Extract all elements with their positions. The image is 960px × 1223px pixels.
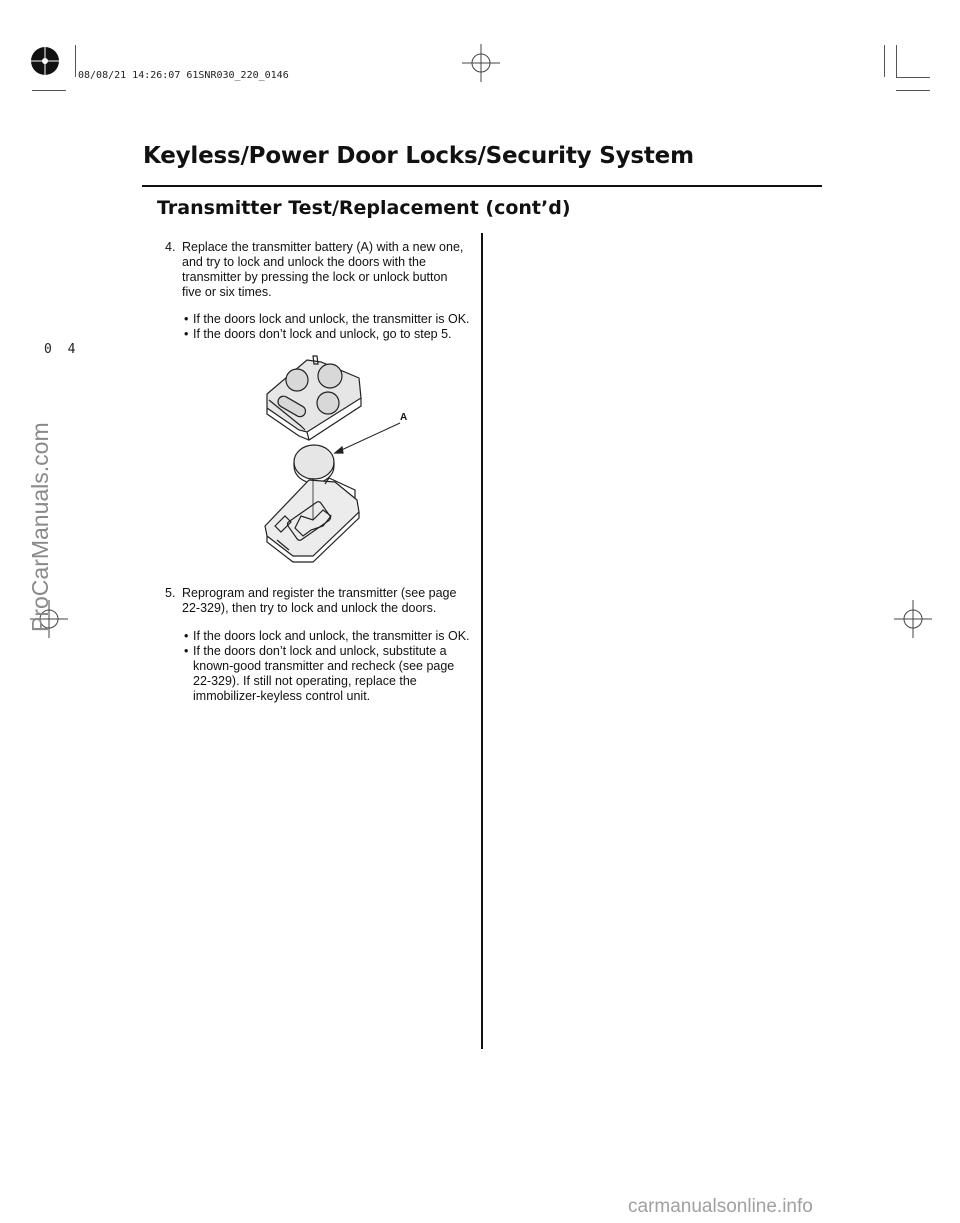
registration-disc-icon (28, 44, 62, 78)
watermark-left: ProCarManuals.com (27, 422, 53, 632)
step-text-line: five or six times. (182, 285, 272, 299)
bullet-icon: • (184, 312, 189, 326)
step-text-line: Replace the transmitter battery (A) with a new one, (182, 240, 464, 254)
bullet-icon: • (184, 327, 189, 341)
bullet-text: 22-329). If still not operating, replace the (193, 674, 417, 688)
column-divider (481, 233, 483, 1049)
bullet-text: If the doors don’t lock and unlock, substitute a (193, 644, 447, 658)
bullet-text: known-good transmitter and recheck (see page (193, 659, 455, 673)
side-marker: 0 4 (44, 342, 80, 357)
callout-label: A (400, 412, 408, 423)
step-text-line: and try to lock and unlock the doors with the (182, 255, 426, 269)
step-text-line: transmitter by pressing the lock or unlock button (182, 270, 448, 284)
step-number: 5. (165, 586, 176, 600)
step-text-line: Reprogram and register the transmitter (see page (182, 586, 457, 600)
page-title: Keyless/Power Door Locks/Security System (143, 143, 694, 169)
title-rule (142, 185, 822, 187)
print-stamp: 08/08/21 14:26:07 61SNR030_220_0146 (78, 70, 289, 81)
bullet-text: If the doors lock and unlock, the transmitter is OK. (193, 312, 470, 326)
watermark-footer: carmanualsonline.info (628, 1196, 813, 1217)
bullet-text: If the doors don’t lock and unlock, go to step 5. (193, 327, 452, 341)
section-title: Transmitter Test/Replacement (cont’d) (157, 197, 571, 219)
step-number: 4. (165, 240, 176, 254)
crosshair-icon (894, 600, 932, 638)
step-text-line: 22-329), then try to lock and unlock the doors. (182, 601, 437, 615)
bullet-icon: • (184, 629, 189, 643)
bullet-text: If the doors lock and unlock, the transmitter is OK. (193, 629, 470, 643)
transmitter-battery-figure (255, 350, 425, 570)
bullet-icon: • (184, 644, 189, 658)
crosshair-icon (462, 44, 500, 82)
bullet-text: immobilizer-keyless control unit. (193, 689, 371, 703)
